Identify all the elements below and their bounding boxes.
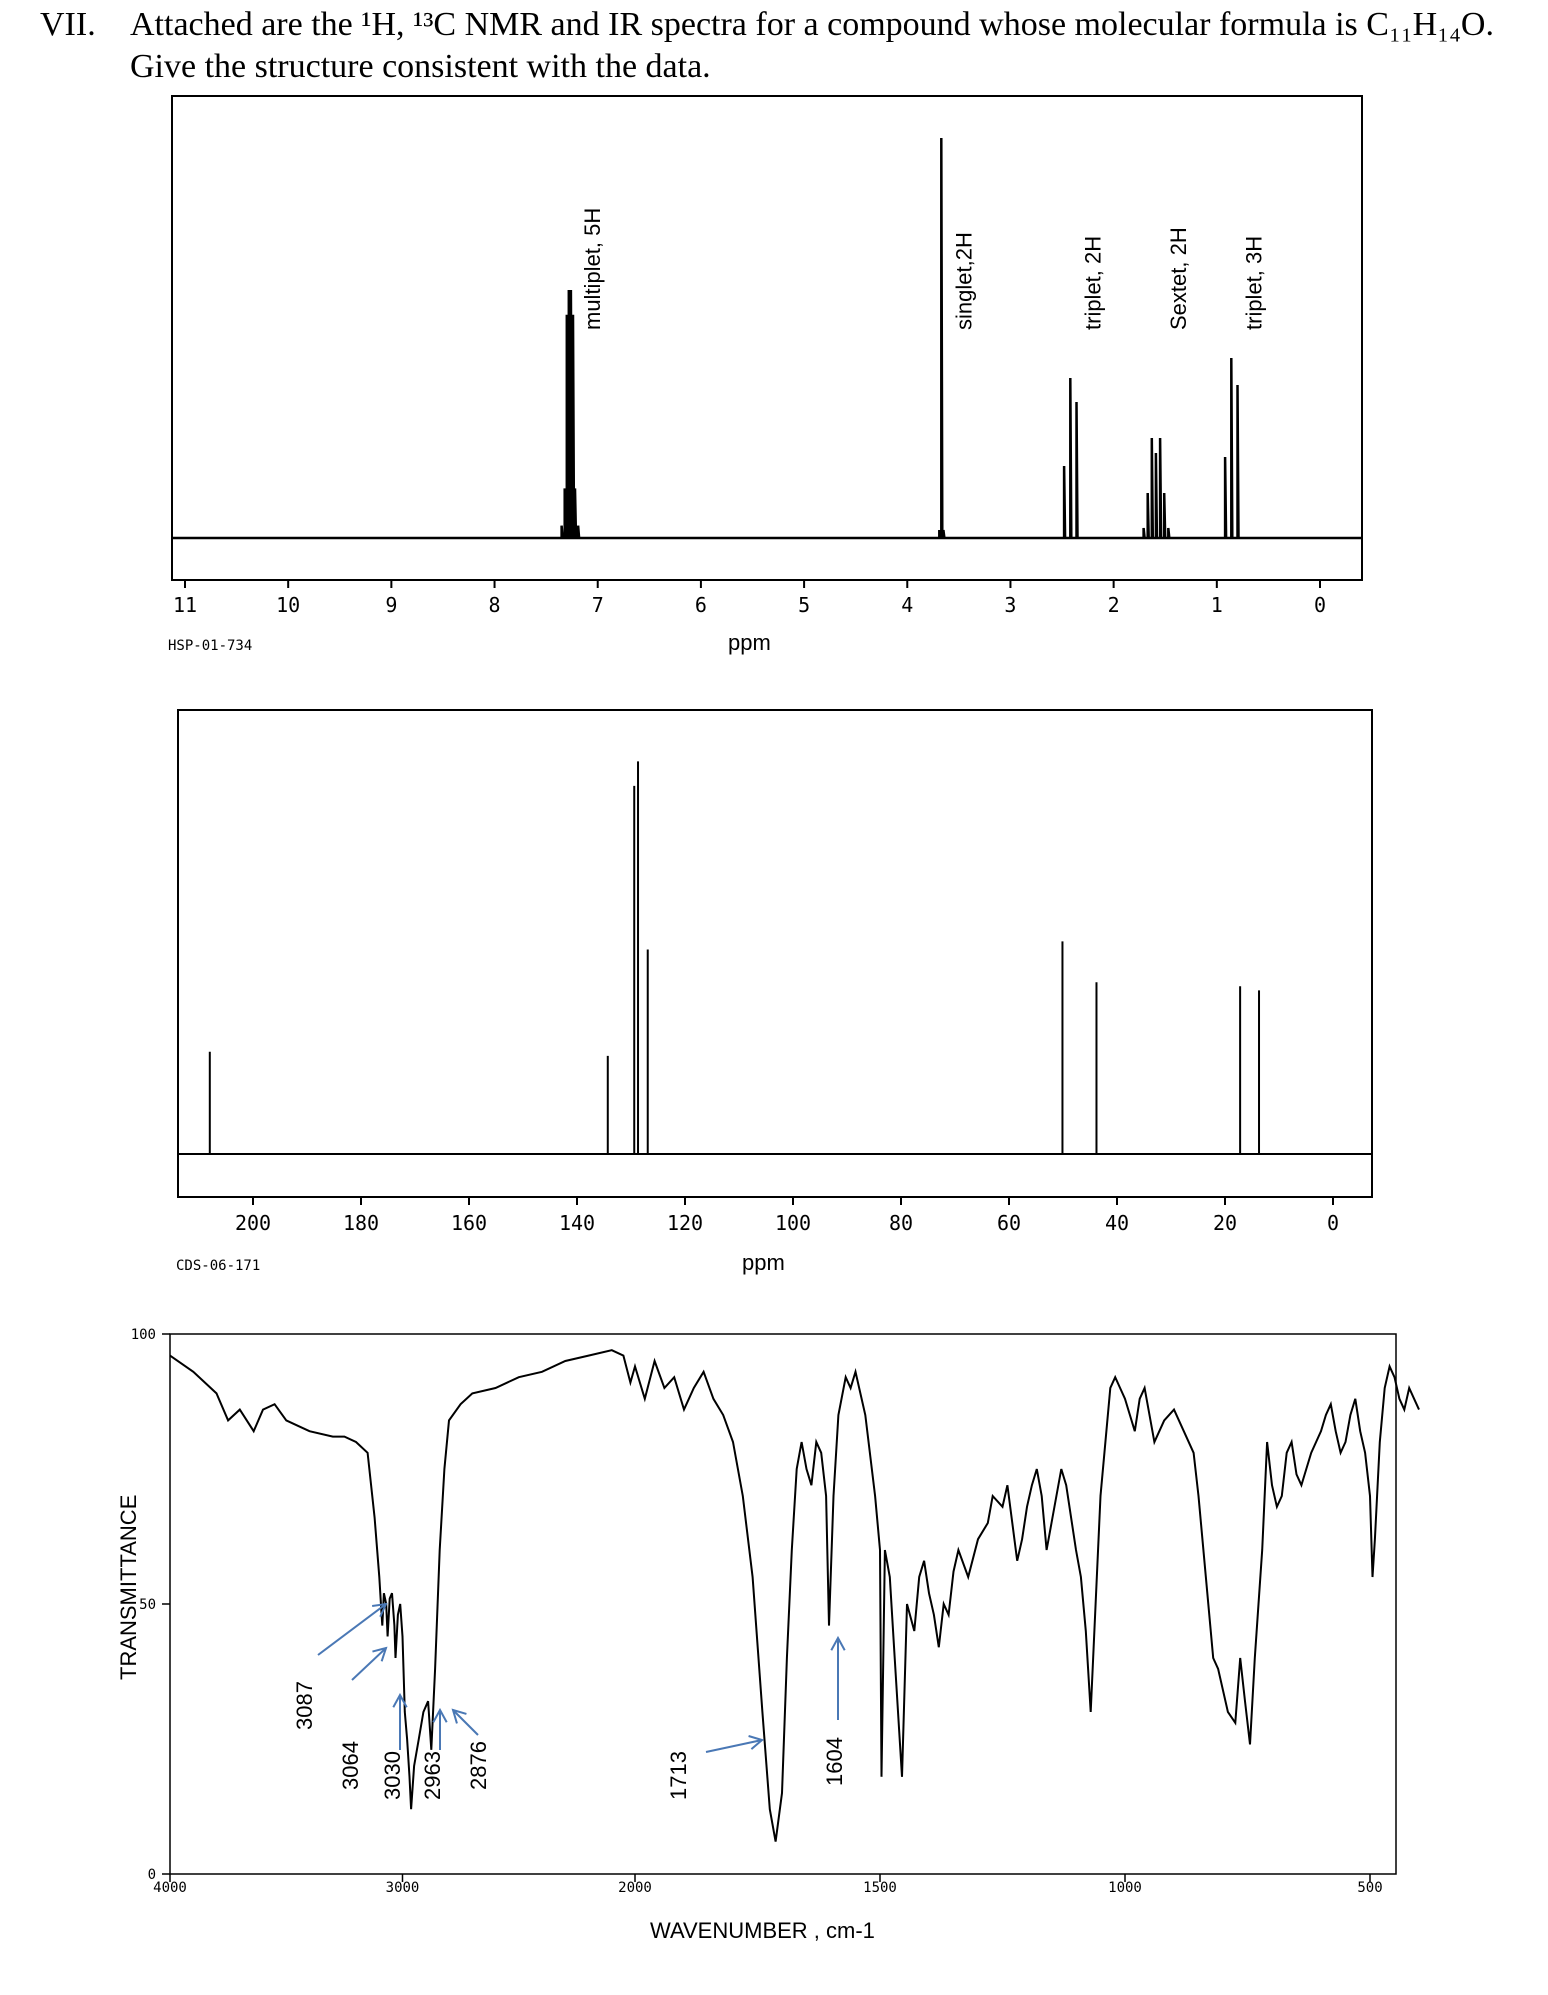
- ir-peak-annotation: 3087: [292, 1681, 317, 1730]
- c13-tick-label: 40: [1104, 1211, 1130, 1235]
- h1-x-axis: [173, 580, 1326, 617]
- h1-spectrum-code: HSP-01-734: [168, 638, 253, 654]
- c13-axis-title: ppm: [742, 1250, 785, 1275]
- ir-annotation-arrow: [318, 1604, 386, 1655]
- question-number: VII.: [40, 6, 96, 43]
- question-line-1: Attached are the ¹H, ¹³C NMR and IR spectra for a compound whose molecular formula is C₁₁H₁₄O.: [130, 6, 1494, 43]
- h1-tick-label: 7: [591, 593, 604, 617]
- h1-axis-title: ppm: [728, 630, 771, 655]
- ir-peak-annotation: 3064: [338, 1741, 363, 1790]
- h1-tick-label: 10: [276, 593, 301, 617]
- ir-x-tick-label: 500: [1357, 1880, 1383, 1896]
- c13-tick-label: 60: [996, 1211, 1022, 1235]
- ir-x-tick-label: 1500: [863, 1880, 897, 1896]
- c13-x-axis: [235, 1197, 1339, 1235]
- ir-y-tick-label: 50: [139, 1597, 156, 1613]
- c13-tick-label: 120: [666, 1211, 704, 1235]
- h1-tick-label: 0: [1313, 593, 1327, 617]
- h1-tick-label: 5: [798, 593, 811, 617]
- h1-tick-label: 6: [694, 593, 707, 617]
- h1-peak-label: multiplet, 5H: [579, 207, 605, 330]
- h1-tick-label: 3: [1004, 593, 1017, 617]
- ir-peak-annotation: 1604: [822, 1737, 847, 1786]
- ir-x-tick-label: 3000: [385, 1880, 420, 1896]
- ir-annotations: [292, 1604, 847, 1800]
- ir-y-axis-title: TRANSMITTANCE: [116, 1494, 141, 1680]
- ir-y-tick-label: 100: [130, 1327, 156, 1343]
- ir-y-tick-label: 0: [147, 1867, 156, 1883]
- c13-tick-label: 100: [774, 1211, 812, 1235]
- c13-tick-label: 80: [888, 1211, 914, 1235]
- ir-chart: [116, 1327, 1419, 1943]
- ir-peak-annotation: 1713: [666, 1751, 691, 1800]
- c13-tick-label: 200: [234, 1211, 272, 1235]
- c13-tick-label: 0: [1326, 1211, 1340, 1235]
- question-line-2: Give the structure consistent with the data.: [130, 48, 711, 85]
- ir-x-tick-label: 4000: [153, 1880, 187, 1896]
- h1-tick-label: 1: [1210, 593, 1223, 617]
- c13-spectrum-code: CDS-06-171: [176, 1258, 261, 1274]
- h1-peak-label: singlet,2H: [951, 232, 977, 330]
- c13-frame: [178, 710, 1372, 1197]
- h1-spectrum-line: [172, 138, 1362, 538]
- c13-peaks: [210, 761, 1259, 1154]
- h1-frame: [172, 96, 1362, 580]
- c13-tick-label: 20: [1212, 1211, 1238, 1235]
- c13-tick-label: 180: [342, 1211, 380, 1235]
- h1-peak-label: triplet, 2H: [1080, 235, 1106, 330]
- h1-nmr-chart: [168, 96, 1362, 655]
- h1-tick-label: 11: [172, 593, 198, 617]
- h1-tick-label: 2: [1107, 593, 1120, 617]
- ir-peak-annotation: 2876: [466, 1741, 491, 1790]
- ir-annotation-arrow: [352, 1648, 386, 1680]
- ir-peak-annotation: 3030: [380, 1751, 405, 1800]
- ir-x-tick-label: 2000: [618, 1880, 652, 1896]
- h1-tick-label: 9: [385, 593, 398, 617]
- h1-peak-labels: [580, 208, 1266, 330]
- ir-peak-annotation: 2963: [420, 1751, 445, 1800]
- c13-nmr-chart: [176, 710, 1372, 1275]
- c13-tick-label: 160: [450, 1211, 488, 1235]
- ir-x-tick-label: 1000: [1108, 1880, 1142, 1896]
- h1-tick-label: 8: [488, 593, 501, 617]
- ir-x-axis-title: WAVENUMBER , cm-1: [650, 1918, 875, 1943]
- c13-tick-label: 140: [558, 1211, 596, 1235]
- h1-peak-label: Sextet, 2H: [1165, 227, 1191, 330]
- h1-tick-label: 4: [901, 593, 914, 617]
- h1-peak-label: triplet, 3H: [1241, 235, 1267, 330]
- ir-axes: [131, 1327, 1383, 1896]
